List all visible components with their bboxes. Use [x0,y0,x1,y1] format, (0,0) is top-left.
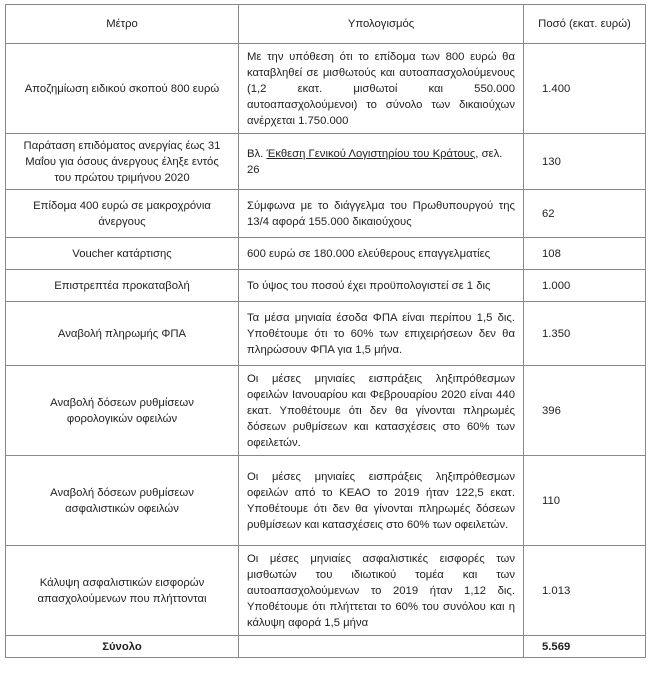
calculation-cell [239,134,524,190]
amount-cell: 62 [524,190,646,238]
calculation-cell: Οι μέσες μηνιαίες ασφαλιστικές εισφορές των μισθωτών του ιδιωτικού τομέα και των αυτοαπασχολούμενων το 2019 ήταν 1,12 δις. Υποθέτουμε ότι πλήττεται το 60% του συνόλου και η κάλυψη αφορά 1,5 μήνα [239,546,524,636]
amount-cell: 108 [524,238,646,270]
measure-cell: Αναβολή πληρωμής ΦΠΑ [6,302,239,366]
calculation-cell: Με την υπόθεση ότι το επίδομα των 800 ευρώ θα καταβληθεί σε μισθωτούς και αυτοαπασχολούμενους (1,2 εκατ. μισθωτοί και 550.000 αυτοαπασχολούμενοι) το σύνολο των δικαιούχων ανέρχεται 1.750.000 [239,44,524,134]
measure-cell: Αναβολή δόσεων ρυθμίσεων φορολογικών οφειλών [6,366,239,456]
total-empty-cell [239,636,524,658]
total-row [6,636,646,658]
measure-cell: Κάλυψη ασφαλιστικών εισφορών απασχολούμενων που πλήττονται [6,546,239,636]
total-amount: 5.569 [524,636,646,658]
calculation-cell: 600 ευρώ σε 180.000 ελεύθερους επαγγελματίες [239,238,524,270]
table-row [6,270,646,302]
calculation-cell: Το ύψος του ποσού έχει προϋπολογιστεί σε 1 δις [239,270,524,302]
amount-cell: 1.013 [524,546,646,636]
measure-cell: Voucher κατάρτισης [6,238,239,270]
measure-cell: Αναβολή δόσεων ρυθμίσεων ασφαλιστικών οφειλών [6,456,239,546]
header-row [6,5,646,44]
measure-cell: Παράταση επιδόματος ανεργίας έως 31 Μαΐου για όσους άνεργους έληξε εντός του πρώτου τριμήνου 2020 [6,134,239,190]
table-row [6,238,646,270]
measure-cell: Αποζημίωση ειδικού σκοπού 800 ευρώ [6,44,239,134]
table-row [6,134,646,190]
amount-cell: 110 [524,456,646,546]
measures-table [5,4,646,658]
table-row [6,44,646,134]
total-label: Σύνολο [6,636,239,658]
table-row [6,546,646,636]
amount-cell: 130 [524,134,646,190]
calculation-cell: Τα μέσα μηνιαία έσοδα ΦΠΑ είναι περίπου 1,5 δις. Υποθέτουμε ότι το 60% των επιχειρήσεων δεν θα πληρώσουν ΦΠΑ για 1,5 μήνα. [239,302,524,366]
table-row [6,190,646,238]
table-row [6,302,646,366]
calc-suffix: , σελ. 26 [247,147,503,176]
table-row [6,366,646,456]
calc-prefix: Βλ. [247,147,267,160]
table-row [6,456,646,546]
amount-cell: 1.350 [524,302,646,366]
calculation-cell: Σύμφωνα με το διάγγελμα του Πρωθυπουργού της 13/4 αφορά 155.000 δικαιούχους [239,190,524,238]
calculation-cell: Οι μέσες μηνιαίες εισπράξεις ληξιπρόθεσμων οφειλών από το ΚΕΑΟ το 2019 ήταν 122,5 εκατ. Υποθέτουμε ότι δεν θα γίνονται πληρωμές δόσεων ρυθμίσεων και κατασχέσεις στο 60% των οφειλετών. [239,456,524,546]
header-measure: Μέτρο [6,5,239,44]
amount-cell: 396 [524,366,646,456]
measure-cell: Επιστρεπτέα προκαταβολή [6,270,239,302]
amount-cell: 1.000 [524,270,646,302]
header-calculation: Υπολογισμός [239,5,524,44]
calculation-cell: Οι μέσες μηνιαίες εισπράξεις ληξιπρόθεσμων οφειλών Ιανουαρίου και Φεβρουαρίου 2020 είναι 440 εκατ. Υποθέτουμε ότι δεν θα γίνονται πληρωμές δόσεων ρυθμίσεων και κατασχέσεις στο 60% των οφειλετών. [239,366,524,456]
measure-cell: Επίδομα 400 ευρώ σε μακροχρόνια άνεργους [6,190,239,238]
amount-cell: 1.400 [524,44,646,134]
report-link[interactable]: Έκθεση Γενικού Λογιστηρίου του Κράτους [266,147,476,160]
header-amount: Ποσό (εκατ. ευρώ) [524,5,646,44]
